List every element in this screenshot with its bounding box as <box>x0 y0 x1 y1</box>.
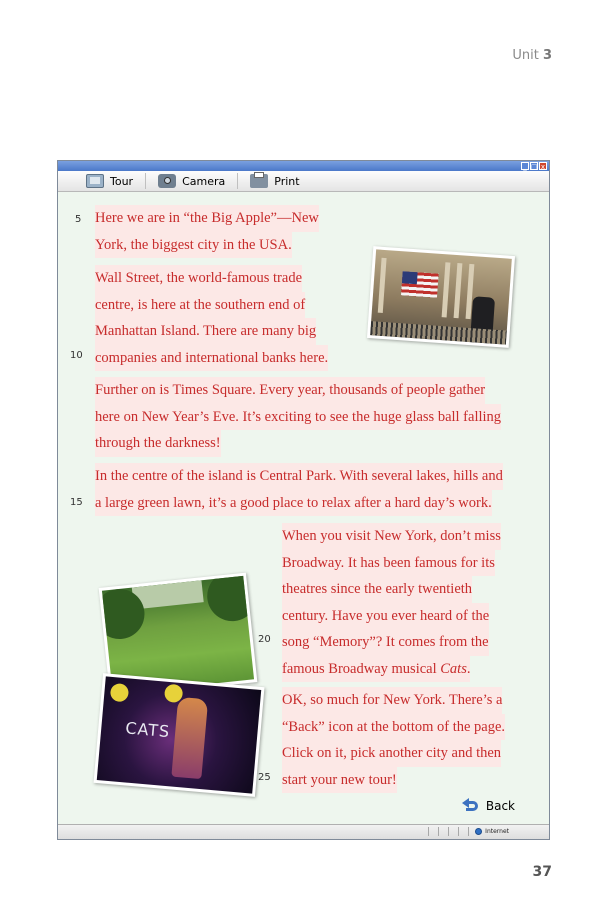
tour-icon <box>86 174 104 188</box>
print-label: Print <box>274 174 300 188</box>
close-button[interactable]: x <box>540 163 546 171</box>
line-number-20: 20 <box>258 634 271 645</box>
maximize-button[interactable]: □ <box>531 163 538 171</box>
musical-title: Cats <box>440 660 467 677</box>
title-bar <box>58 161 549 171</box>
page-number: 37 <box>532 864 552 880</box>
print-button[interactable] <box>238 173 311 189</box>
paragraph-big-apple: Here we are in “the Big Apple”—New York, the biggest city in the USA. <box>95 205 319 258</box>
browser-window <box>57 160 550 840</box>
status-zone <box>475 828 509 835</box>
print-icon <box>250 174 268 188</box>
tour-button[interactable] <box>74 173 146 189</box>
line-number-5: 5 <box>75 214 82 225</box>
status-bar <box>58 824 549 839</box>
cat-performer <box>171 697 208 779</box>
paragraph-broadway: When you visit New York, don’t miss Broadway. It has been famous for its theatres since the early twentieth century. Have you ever heard of the song “Memory”? It comes from the famous Broadway musical Cats. <box>282 523 501 682</box>
page-content <box>58 192 549 825</box>
paragraph-central-park: In the centre of the island is Central Park. With several lakes, hills and a large green lawn, it’s a good place to relax after a hard day’s work. <box>95 463 503 516</box>
paragraph-back-instructions: OK, so much for New York. There’s a “Back” icon at the bottom of the page. Click on it, pick another city and then start your new tour! <box>282 687 505 793</box>
cats-musical-photo <box>94 673 265 797</box>
line-number-10: 10 <box>70 350 83 361</box>
camera-label: Camera <box>182 174 226 188</box>
globe-icon <box>475 828 482 835</box>
back-button[interactable] <box>462 799 515 813</box>
american-flag <box>401 271 439 297</box>
minimize-button[interactable]: _ <box>521 162 529 170</box>
window-controls <box>521 162 547 170</box>
camera-icon <box>158 174 176 188</box>
camera-button[interactable] <box>146 173 238 189</box>
back-label: Back <box>485 799 515 813</box>
cats-poster-title: CATS <box>124 718 171 742</box>
wall-street-photo <box>367 246 515 348</box>
line-number-15: 15 <box>70 497 83 508</box>
back-arrow-icon <box>462 799 480 813</box>
toolbar <box>58 171 549 192</box>
zone-label: Internet <box>485 828 509 835</box>
tour-label: Tour <box>110 174 134 188</box>
paragraph-wall-street: Wall Street, the world-famous trade centre, is here at the southern end of Manhattan Island. There are many big companies and international banks here. <box>95 265 328 371</box>
unit-number: 3 <box>542 48 552 63</box>
line-number-25: 25 <box>258 772 271 783</box>
paragraph-times-square: Further on is Times Square. Every year, thousands of people gather here on New Year’s Eve. It’s exciting to see the huge glass ball falling through the darkness! <box>95 377 501 457</box>
unit-label: Unit 3 <box>512 48 552 63</box>
